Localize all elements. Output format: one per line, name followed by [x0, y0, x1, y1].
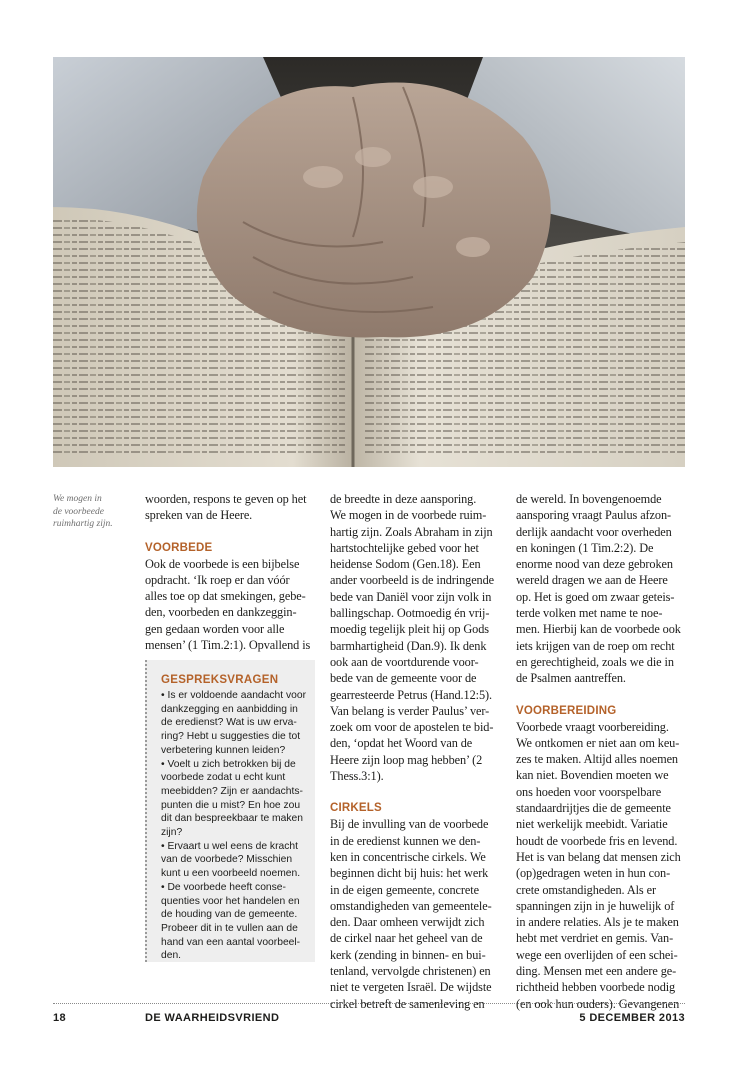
- heading-voorbereiding: VOORBEREIDING: [516, 704, 617, 717]
- column-1: [145, 491, 327, 653]
- sidebar-title: GESPREKSVRAGEN: [161, 674, 279, 686]
- col1-text: Ook de voorbede is een bijbelse opdracht. ‘Ik roep er dan vóór alles toe op dat smekingen, gebe- den, voorbeden en dankzeggin- gen gedaan worden voor alle mensen’ (1 Tim.2:1). Opvallend is: [145, 556, 311, 653]
- heading-voorbede: VOORBEDE: [145, 541, 213, 554]
- photo-caption: We mogen in de voorbeede ruimhartig zijn.: [53, 494, 113, 529]
- page-number: 18: [53, 1012, 67, 1024]
- question-item: • Voelt u zich betrokken bij de voorbede zodat u echt kunt meebidden? Zijn er aandachts- punten die u mist? En hoe zou dit dan bespreekbaar te maken zijn?: [161, 758, 303, 839]
- col1-intro: woorden, respons te geven op het spreken van de Heere.: [145, 492, 307, 523]
- col2-text-2: Bij de invulling van de voorbede in de eredienst kunnen we den- ken in concentrische cirkels. We beginnen dicht bij huis: het werk in de eigen gemeente, concrete omstandigheden van gemeentele- den. Daar omheen verwijdt zich de cirkel naar het geheel van de kerk (zending in binnen- en bui- tenland, vervolgde christenen) en niet te vergeten Israël. De wijdste cirkel betreft de samenleving en: [330, 817, 492, 1011]
- footer-divider: [53, 1003, 685, 1004]
- col2-text-1: de breedte in deze aansporing. We mogen in de voorbede ruim- hartig zijn. Zoals Abraham in zijn hartstochtelijke gebed voor het heidense Sodom (Gen.18). Een ander voorbeeld is de indringende bede van Daniël voor zijn volk in ballingschap. Ootmoedig én vrij- moedig tegelijk pleit hij op Gods barmhartigheid (Dan.9). Ik denk ook aan de voortdurende voor- bede van de gemeente voor de gearresteerde Petrus (Hand.12:5). Van belang is verder Paulus’ ver- zoek om voor de apostelen te bid- den, ‘opdat het Woord van de Heere zijn loop mag hebben’ (2 Thess.3:1).: [330, 492, 495, 784]
- column-3: [516, 491, 698, 1012]
- col3-text-2: Voorbede vraagt voorbereiding. We ontkomen er niet aan om keu- zes te maken. Altijd alles noemen kan niet. Bovendien moeten we ons hoeden voor voorspelbare standaardrijtjes die de gemeente niet werkelijk meebidt. Variatie houdt de voorbede fris en levend. Het is van belang dat mensen zich (op)gedragen weten in hun con- crete omstandigheden. Als er spanningen zijn in je huwelijk of in andere relaties. Als je te maken hebt met verdriet en gemis. Van- wege een overlijden of een schei- ding. Mensen met een andere ge- richtheid hebben voorbede nodig (en ook hun ouders). Gevangenen: [516, 719, 681, 1011]
- hero-photo: [53, 57, 685, 467]
- heading-cirkels: CIRKELS: [330, 802, 382, 815]
- question-item: • Ervaart u wel eens de kracht van de voorbede? Misschien kunt u een voorbeeld noemen.: [161, 840, 301, 880]
- magazine-title: DE WAARHEIDSVRIEND: [145, 1012, 280, 1024]
- discussion-questions-box: [145, 660, 315, 962]
- col3-text-1: de wereld. In bovengenoemde aansporing vraagt Paulus afzon- derlijk aandacht voor overheden en koningen (1 Tim.2:2). De enorme nood van deze gebroken wereld dragen we aan de Heere op. Het is goed om zwaar geteis- terde volken met name te noe- men. Hierbij kan de voorbede ook iets krijgen van de roep om recht en gerechtigheid, zoals we die in de Psalmen aantreffen.: [516, 492, 681, 686]
- question-item: • De voorbede heeft conse- quenties voor het handelen en de houding van de gemeente. Probeer dit in te vullen aan de hand van een aantal voorbeel- den.: [161, 881, 301, 962]
- praying-hands-on-bible-image: [53, 57, 685, 467]
- column-2: [330, 491, 512, 1012]
- question-item: • Is er voldoende aandacht voor dankzegging en aanbidding in de eredienst? Wat is uw erva- ring? Hebt u suggesties die tot verbetering kunnen leiden?: [161, 690, 306, 756]
- issue-date: 5 DECEMBER 2013: [579, 1012, 685, 1024]
